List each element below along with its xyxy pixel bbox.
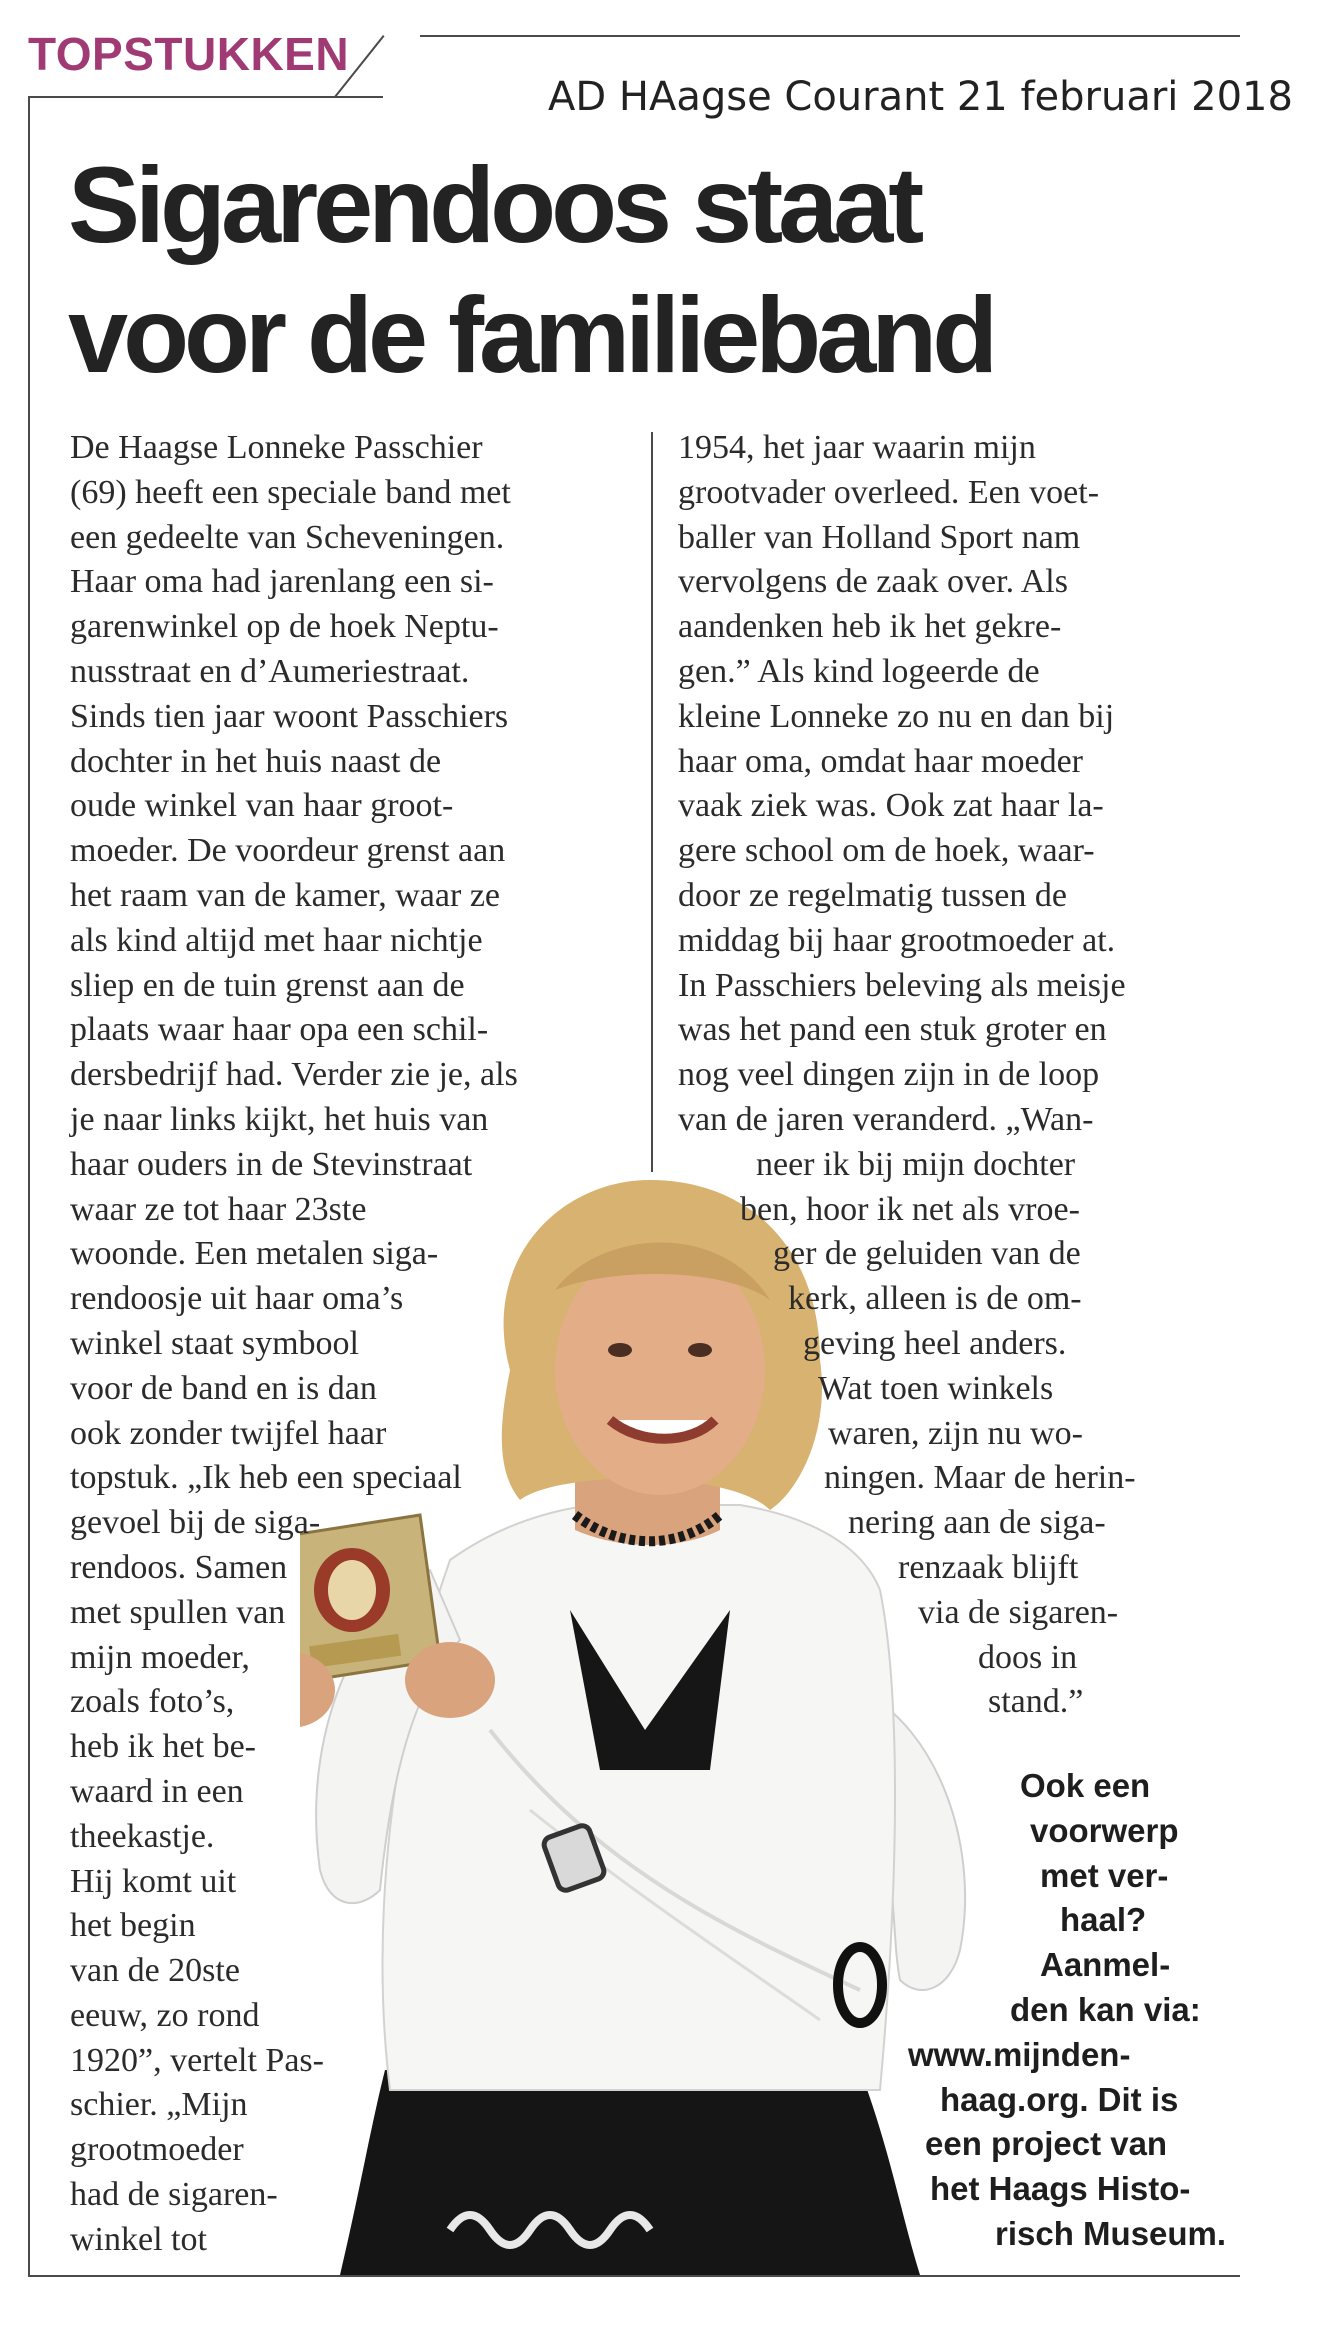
text-line: eeuw, zo rond: [70, 1996, 260, 2034]
text-line: haar ouders in de Stevinstraat: [70, 1145, 473, 1183]
text-line: ger de geluiden van de: [773, 1235, 1081, 1273]
text-line: Aanmel-: [1040, 1946, 1171, 1984]
text-line: waard in een: [70, 1772, 244, 1810]
text-line: ook zonder twijfel haar: [70, 1414, 387, 1452]
text-line: Sinds tien jaar woont Passchiers: [70, 697, 509, 735]
text-line: voor de band en is dan: [70, 1369, 377, 1407]
text-line: stand.”: [988, 1683, 1084, 1721]
text-line: heb ik het be-: [70, 1728, 256, 1766]
text-line: grootmoeder: [70, 2131, 244, 2169]
callout-box: [890, 1764, 1230, 2257]
text-line: dersbedrijf had. Verder zie je, als: [70, 1056, 518, 1094]
text-line: nering aan de siga-: [848, 1504, 1106, 1542]
text-line: het raam van de kamer, waar ze: [70, 876, 500, 914]
text-line: In Passchiers beleving als meisje: [678, 966, 1126, 1004]
text-line: gevoel bij de siga-: [70, 1504, 321, 1542]
text-line: je naar links kijkt, het huis van: [70, 1100, 489, 1138]
text-line: neer ik bij mijn dochter: [756, 1145, 1076, 1183]
text-line: haag.org. Dit is: [940, 2080, 1179, 2118]
text-line: schier. „Mijn: [70, 2086, 248, 2124]
text-line: woonde. Een metalen siga-: [70, 1235, 439, 1273]
column-divider: [651, 432, 653, 1172]
text-line: het Haags Histo-: [930, 2170, 1191, 2208]
text-line: kleine Lonneke zo nu en dan bij: [678, 697, 1115, 735]
text-line: geving heel anders.: [803, 1324, 1067, 1362]
text-line: Haar oma had jarenlang een si-: [70, 563, 494, 601]
text-line: als kind altijd met haar nichtje: [70, 921, 483, 959]
text-line: via de sigaren-: [918, 1593, 1119, 1631]
body-column-1: [70, 426, 518, 2263]
text-line: winkel tot: [70, 2220, 207, 2258]
text-line: winkel staat symbool: [70, 1324, 359, 1362]
text-line: rendoosje uit haar oma’s: [70, 1280, 404, 1318]
text-line: Hij komt uit: [70, 1862, 237, 1900]
text-line: moeder. De voordeur grenst aan: [70, 832, 506, 870]
text-line: middag bij haar grootmoeder at.: [678, 921, 1116, 959]
text-line: baller van Holland Sport nam: [678, 518, 1081, 556]
text-line: gere school om de hoek, waar-: [678, 832, 1095, 870]
text-line: 1954, het jaar waarin mijn: [678, 429, 1036, 466]
text-line: mijn moeder,: [70, 1638, 250, 1676]
headline-line: voor de familieband: [68, 274, 994, 395]
text-line: ben, hoor ik net als vroe-: [740, 1190, 1080, 1228]
text-line: was het pand een stuk groter en: [678, 1011, 1107, 1049]
text-line: aandenken heb ik het gekre-: [678, 608, 1062, 646]
text-line: waren, zijn nu wo-: [828, 1414, 1083, 1452]
text-line: rendoos. Samen: [70, 1548, 288, 1586]
body-column-2: [678, 426, 1136, 1725]
text-line: 1920”, vertelt Pas-: [70, 2041, 324, 2079]
frame-top-rule: [420, 35, 1240, 37]
headline-line: Sigarendoos staat: [68, 144, 920, 265]
text-line: plaats waar haar opa een schil-: [70, 1011, 489, 1049]
text-line: grootvader overleed. Een voet-: [678, 473, 1100, 511]
text-line: kerk, alleen is de om-: [788, 1280, 1082, 1318]
text-line: voorwerp: [1030, 1811, 1179, 1849]
text-line: gen.” Als kind logeerde de: [678, 652, 1040, 690]
text-line: dochter in het huis naast de: [70, 742, 442, 780]
text-line: een gedeelte van Scheveningen.: [70, 518, 505, 556]
text-line: van de 20ste: [70, 1952, 240, 1990]
text-line: haal?: [1060, 1901, 1147, 1939]
text-line: vaak ziek was. Ook zat haar la-: [678, 787, 1104, 825]
text-line: van de jaren veranderd. „Wan-: [678, 1100, 1094, 1138]
text-line: www.mijnden-: [908, 2035, 1131, 2073]
text-line: risch Museum.: [995, 2214, 1227, 2252]
text-line: nusstraat en d’Aumeriestraat.: [70, 652, 470, 690]
headline: [68, 140, 993, 400]
section-label: TOPSTUKKEN: [28, 28, 350, 80]
text-line: topstuk. „Ik heb een speciaal: [70, 1459, 462, 1497]
text-line: den kan via:: [1010, 1990, 1201, 2028]
text-line: nog veel dingen zijn in de loop: [678, 1056, 1100, 1094]
text-line: een project van: [925, 2125, 1168, 2163]
text-line: doos in: [978, 1638, 1078, 1676]
text-line: vervolgens de zaak over. Als: [678, 563, 1068, 601]
frame-bottom-rule: [28, 2275, 1240, 2277]
frame-tab-underline: [28, 96, 383, 98]
text-line: renzaak blijft: [898, 1548, 1079, 1586]
text-line: het begin: [70, 1907, 196, 1945]
frame-left-rule: [28, 96, 30, 2277]
source-line: AD HAagse Courant 21 februari 2018: [548, 74, 1293, 120]
text-line: door ze regelmatig tussen de: [678, 876, 1067, 914]
text-line: theekastje.: [70, 1817, 215, 1855]
text-line: Ook een: [1020, 1767, 1151, 1804]
text-line: oude winkel van haar groot-: [70, 787, 454, 825]
text-line: waar ze tot haar 23ste: [70, 1190, 367, 1228]
text-line: De Haagse Lonneke Passchier: [70, 429, 483, 466]
text-line: had de sigaren-: [70, 2176, 278, 2214]
text-line: garenwinkel op de hoek Neptu-: [70, 608, 499, 646]
text-line: sliep en de tuin grenst aan de: [70, 966, 465, 1004]
text-line: (69) heeft een speciale band met: [70, 473, 511, 511]
text-line: ningen. Maar de herin-: [824, 1459, 1136, 1497]
text-line: met ver-: [1040, 1856, 1169, 1894]
text-line: met spullen van: [70, 1593, 286, 1631]
text-line: Wat toen winkels: [818, 1369, 1054, 1407]
text-line: haar oma, omdat haar moeder: [678, 742, 1083, 780]
text-line: zoals foto’s,: [70, 1683, 235, 1721]
